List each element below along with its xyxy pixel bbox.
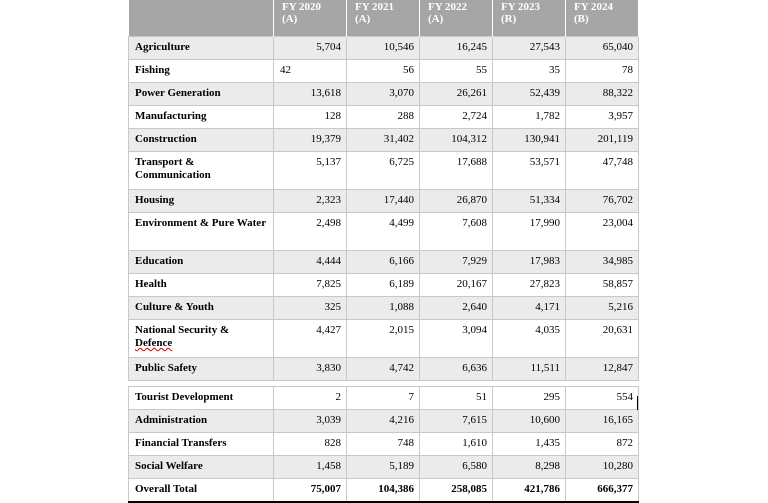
header-year-cell: FY 2021 (A) bbox=[347, 0, 420, 37]
value-cell: 17,990 bbox=[493, 213, 566, 251]
row-label: Overall Total bbox=[129, 479, 274, 503]
value-cell: 295 bbox=[493, 387, 566, 410]
header-year-cell: FY 2022 (A) bbox=[420, 0, 493, 37]
value-cell: 4,035 bbox=[493, 320, 566, 358]
table-row bbox=[129, 297, 639, 320]
value-cell: 16,245 bbox=[420, 37, 493, 60]
value-cell: 16,165 bbox=[566, 410, 639, 433]
value-cell: 17,688 bbox=[420, 152, 493, 190]
value-cell: 7,615 bbox=[420, 410, 493, 433]
value-cell: 258,085 bbox=[420, 479, 493, 503]
total-row bbox=[129, 479, 639, 503]
value-cell: 872 bbox=[566, 433, 639, 456]
value-cell: 5,216 bbox=[566, 297, 639, 320]
value-cell: 53,571 bbox=[493, 152, 566, 190]
value-cell: 4,444 bbox=[274, 251, 347, 274]
value-cell: 3,094 bbox=[420, 320, 493, 358]
value-cell: 27,823 bbox=[493, 274, 566, 297]
row-label: National Security & Defence bbox=[129, 320, 274, 358]
row-label: Construction bbox=[129, 129, 274, 152]
row-label: Housing bbox=[129, 190, 274, 213]
header-label-cell bbox=[129, 0, 274, 37]
value-cell: 828 bbox=[274, 433, 347, 456]
table-row bbox=[129, 83, 639, 106]
row-label: Environment & Pure Water bbox=[129, 213, 274, 251]
value-cell: 88,322 bbox=[566, 83, 639, 106]
value-cell: 56 bbox=[347, 60, 420, 83]
value-cell: 55 bbox=[420, 60, 493, 83]
value-cell: 78 bbox=[566, 60, 639, 83]
value-cell: 4,499 bbox=[347, 213, 420, 251]
row-label: Social Welfare bbox=[129, 456, 274, 479]
row-label: Power Generation bbox=[129, 83, 274, 106]
value-cell: 19,379 bbox=[274, 129, 347, 152]
row-label: Agriculture bbox=[129, 37, 274, 60]
value-cell: 201,119 bbox=[566, 129, 639, 152]
value-cell: 7 bbox=[347, 387, 420, 410]
table-row bbox=[129, 274, 639, 297]
value-cell: 128 bbox=[274, 106, 347, 129]
value-cell: 288 bbox=[347, 106, 420, 129]
value-cell: 23,004 bbox=[566, 213, 639, 251]
value-cell: 26,261 bbox=[420, 83, 493, 106]
row-label: Administration bbox=[129, 410, 274, 433]
value-cell: 666,377 bbox=[566, 479, 639, 503]
value-cell: 104,386 bbox=[347, 479, 420, 503]
budget-table-container bbox=[128, 0, 638, 503]
table-row bbox=[129, 410, 639, 433]
value-cell: 17,440 bbox=[347, 190, 420, 213]
value-cell: 2,640 bbox=[420, 297, 493, 320]
value-cell: 76,702 bbox=[566, 190, 639, 213]
budget-table bbox=[128, 0, 639, 503]
table-row bbox=[129, 190, 639, 213]
value-cell: 2,015 bbox=[347, 320, 420, 358]
table-row bbox=[129, 456, 639, 479]
value-cell: 104,312 bbox=[420, 129, 493, 152]
value-cell: 47,748 bbox=[566, 152, 639, 190]
value-cell: 12,847 bbox=[566, 358, 639, 381]
value-cell: 3,830 bbox=[274, 358, 347, 381]
value-cell: 51,334 bbox=[493, 190, 566, 213]
value-cell: 8,298 bbox=[493, 456, 566, 479]
value-cell: 1,458 bbox=[274, 456, 347, 479]
value-cell: 26,870 bbox=[420, 190, 493, 213]
text-cursor bbox=[637, 396, 638, 410]
value-cell: 5,137 bbox=[274, 152, 347, 190]
value-cell: 1,782 bbox=[493, 106, 566, 129]
table-row bbox=[129, 387, 639, 410]
value-cell: 34,985 bbox=[566, 251, 639, 274]
table-row bbox=[129, 129, 639, 152]
value-cell: 2,498 bbox=[274, 213, 347, 251]
value-cell: 5,189 bbox=[347, 456, 420, 479]
value-cell: 10,546 bbox=[347, 37, 420, 60]
value-cell: 6,725 bbox=[347, 152, 420, 190]
value-cell: 3,039 bbox=[274, 410, 347, 433]
row-label: Financial Transfers bbox=[129, 433, 274, 456]
table-row bbox=[129, 213, 639, 251]
row-label: Health bbox=[129, 274, 274, 297]
value-cell: 11,511 bbox=[493, 358, 566, 381]
row-label: Education bbox=[129, 251, 274, 274]
row-label: Manufacturing bbox=[129, 106, 274, 129]
row-label: Transport & Communication bbox=[129, 152, 274, 190]
value-cell: 7,929 bbox=[420, 251, 493, 274]
value-cell: 3,070 bbox=[347, 83, 420, 106]
value-cell: 4,171 bbox=[493, 297, 566, 320]
value-cell: 52,439 bbox=[493, 83, 566, 106]
value-cell: 10,280 bbox=[566, 456, 639, 479]
value-cell: 27,543 bbox=[493, 37, 566, 60]
value-cell: 10,600 bbox=[493, 410, 566, 433]
value-cell: 7,825 bbox=[274, 274, 347, 297]
row-label: Culture & Youth bbox=[129, 297, 274, 320]
row-label: Public Safety bbox=[129, 358, 274, 381]
value-cell: 325 bbox=[274, 297, 347, 320]
value-cell: 421,786 bbox=[493, 479, 566, 503]
value-cell: 2 bbox=[274, 387, 347, 410]
table-row bbox=[129, 251, 639, 274]
row-label: Tourist Development bbox=[129, 387, 274, 410]
table-row bbox=[129, 60, 639, 83]
value-cell: 51 bbox=[420, 387, 493, 410]
table-row bbox=[129, 152, 639, 190]
header-year-cell: FY 2020 (A) bbox=[274, 0, 347, 37]
table-row bbox=[129, 358, 639, 381]
value-cell: 4,742 bbox=[347, 358, 420, 381]
value-cell: 58,857 bbox=[566, 274, 639, 297]
table-row bbox=[129, 320, 639, 358]
value-cell: 13,618 bbox=[274, 83, 347, 106]
value-cell: 7,608 bbox=[420, 213, 493, 251]
value-cell: 65,040 bbox=[566, 37, 639, 60]
value-cell: 31,402 bbox=[347, 129, 420, 152]
value-cell: 6,636 bbox=[420, 358, 493, 381]
header-year-cell: FY 2024 (B) bbox=[566, 0, 639, 37]
table-row bbox=[129, 37, 639, 60]
value-cell: 42 bbox=[274, 60, 347, 83]
table-body bbox=[129, 37, 639, 503]
value-cell: 75,007 bbox=[274, 479, 347, 503]
value-cell: 20,167 bbox=[420, 274, 493, 297]
value-cell: 17,983 bbox=[493, 251, 566, 274]
value-cell: 554 bbox=[566, 387, 639, 410]
value-cell: 130,941 bbox=[493, 129, 566, 152]
value-cell: 1,435 bbox=[493, 433, 566, 456]
table-row bbox=[129, 106, 639, 129]
value-cell: 2,724 bbox=[420, 106, 493, 129]
value-cell: 748 bbox=[347, 433, 420, 456]
header-row bbox=[129, 0, 639, 37]
value-cell: 35 bbox=[493, 60, 566, 83]
value-cell: 1,088 bbox=[347, 297, 420, 320]
header-year-cell: FY 2023 (R) bbox=[493, 0, 566, 37]
table-row bbox=[129, 433, 639, 456]
value-cell: 5,704 bbox=[274, 37, 347, 60]
spellcheck-word: Defence bbox=[135, 337, 173, 349]
value-cell: 6,580 bbox=[420, 456, 493, 479]
row-label: Fishing bbox=[129, 60, 274, 83]
value-cell: 4,427 bbox=[274, 320, 347, 358]
value-cell: 1,610 bbox=[420, 433, 493, 456]
value-cell: 3,957 bbox=[566, 106, 639, 129]
value-cell: 2,323 bbox=[274, 190, 347, 213]
value-cell: 4,216 bbox=[347, 410, 420, 433]
value-cell: 6,166 bbox=[347, 251, 420, 274]
value-cell: 20,631 bbox=[566, 320, 639, 358]
value-cell: 6,189 bbox=[347, 274, 420, 297]
